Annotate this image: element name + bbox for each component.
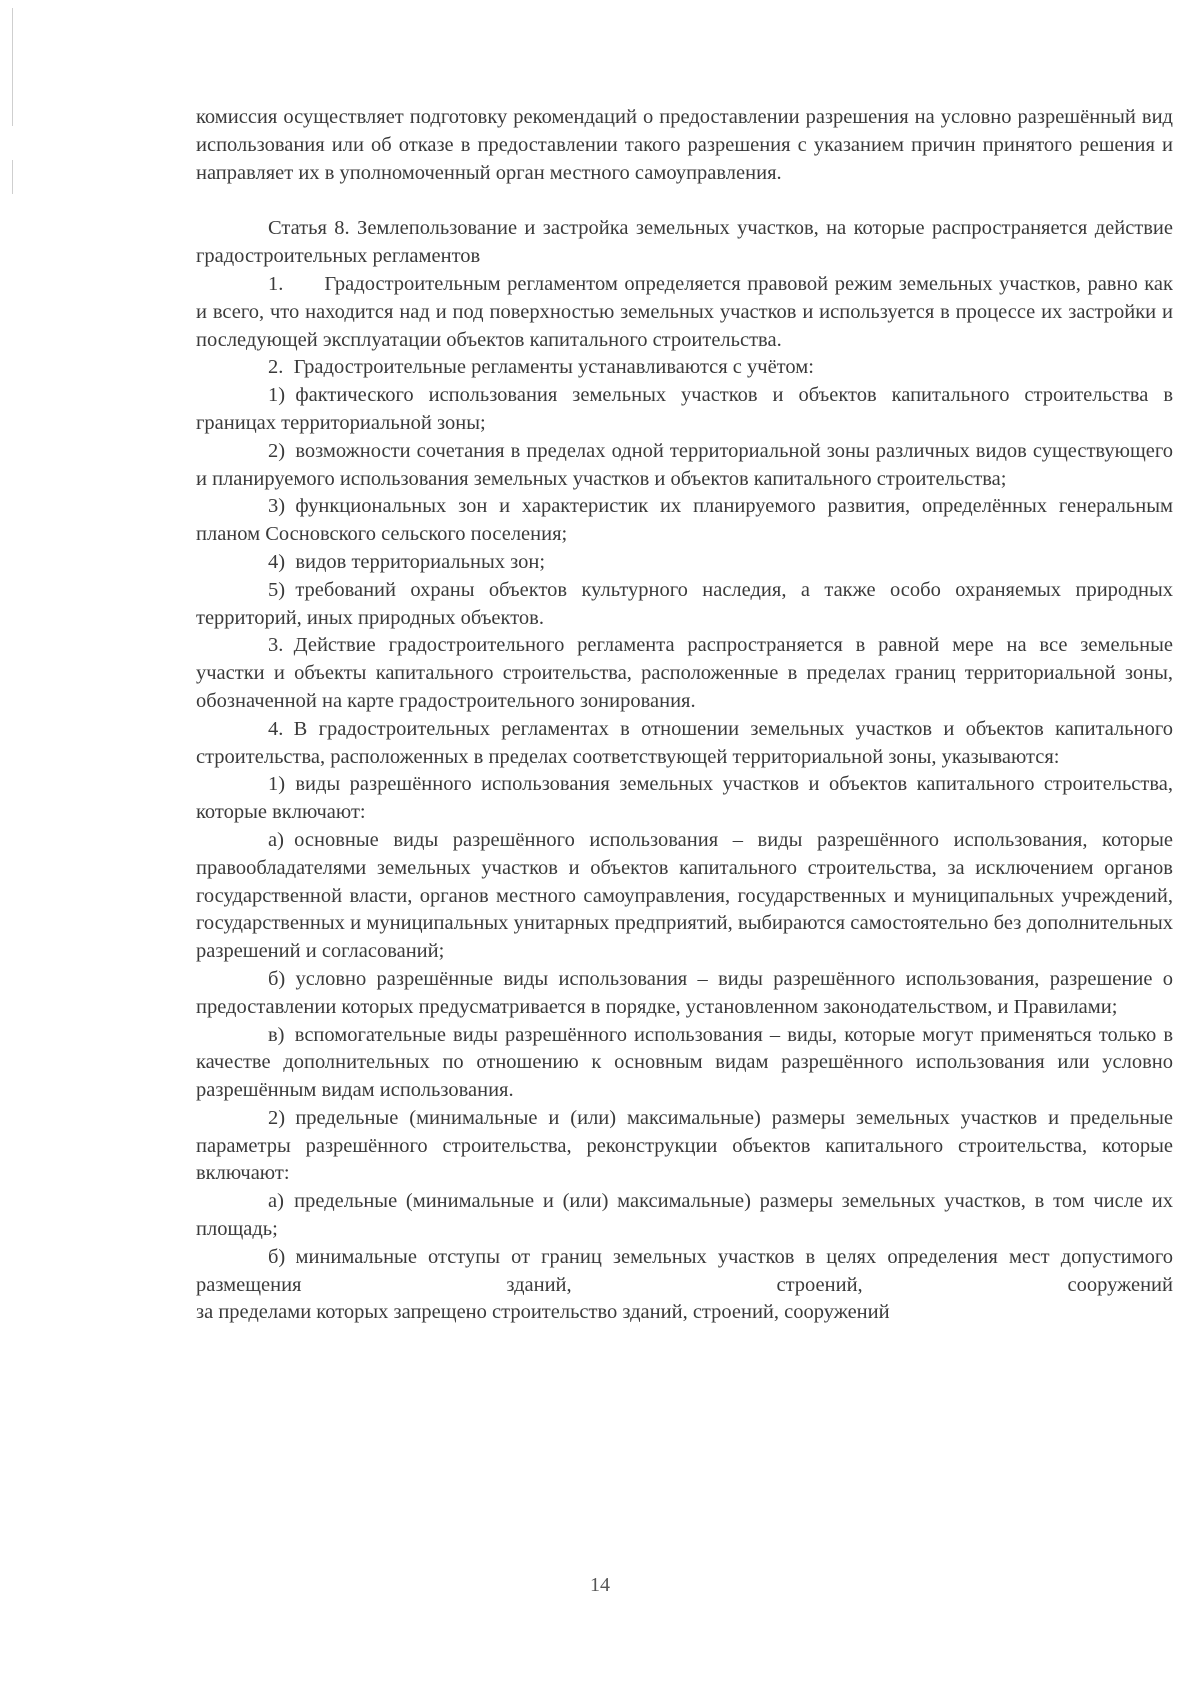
clause-2-item-5: 5) требований охраны объектов культурного наследия, а также особо охраняемых природных территорий, иных природных объектов. xyxy=(196,578,1173,629)
clause-4-item-1-c: в) вспомогательные виды разрешённого использования – виды, которые могут применяться только в качестве дополнительных по отношению к основным видам разрешённого использования или условно разрешённым видам использования. xyxy=(196,1023,1173,1102)
clause-2-item-1: 1) фактического использования земельных участков и объектов капитального строительства в границах территориальной зоны; xyxy=(196,384,1173,434)
clause-4-item-1: 1) виды разрешённого использования земельных участков и объектов капитального строительства, которые включают: xyxy=(196,773,1173,824)
clause-4-item-1-b: б) условно разрешённые виды использования – виды разрешённого использования, разрешение о предоставлении которых предусматривается в порядке, установленном законодательством, и Правилами; xyxy=(196,967,1173,1018)
clause-2-item-3: 3) функциональных зон и характеристик их планируемого развития, определённых генеральным планом Сосновского сельского поселения; xyxy=(196,495,1173,546)
clause-3: 3. Действие градостроительного регламента распространяется в равной мере на все земельные участки и объекты капитального строительства, расположенные в пределах границ территориальной зоны, обозначенной на карте градостроительного зонирования. xyxy=(196,634,1173,712)
clause-1: 1. Градостроительным регламентом определяется правовой режим земельных участков, равно как и всего, что находится над и под поверхностью земельных участков и используется в процессе их застройки и последующей эксплуатации объектов капитального строительства. xyxy=(196,272,1173,351)
scan-edge-mark-middle xyxy=(12,160,13,194)
scan-edge-mark-top xyxy=(12,8,13,126)
clause-4-item-2-b: б) минимальные отступы от границ земельных участков в целях определения мест допустимого размещения зданий, строений, сооружений xyxy=(196,1245,1173,1296)
article-8-heading: Статья 8. Землепользование и застройка земельных участков, на которые распространяется действие градостроительных регламентов xyxy=(196,217,1173,268)
clause-4-item-2: 2) предельные (минимальные и (или) максимальные) размеры земельных участков и предельные параметры разрешённого строительства, реконструкции объектов капитального строительства, которые включают: xyxy=(196,1106,1173,1185)
paragraph-spacer xyxy=(196,187,1173,215)
clause-4-item-1-a: а) основные виды разрешённого использования – виды разрешённого использования, которые правообладателями земельных участков и объектов капитального строительства, за исключением органов государственной власти, органов местного самоуправления, государственных и муниципальных учреждений, государственных и муниципальных унитарных предприятий, выбираются самостоятельно без дополнительных разрешений и согласований; xyxy=(196,828,1173,963)
clause-4-item-2-a: а) предельные (минимальные и (или) максимальные) размеры земельных участков, в том числе их площадь; xyxy=(196,1190,1173,1241)
clause-4-item-2-b-continuation: за пределами которых запрещено строительство зданий, строений, сооружений xyxy=(196,1301,890,1324)
clause-4: 4. В градостроительных регламентах в отношении земельных участков и объектов капитального строительства, расположенных в пределах соответствующей территориальной зоны, указываются: xyxy=(196,717,1173,768)
document-body xyxy=(196,104,1173,1327)
page-number: 14 xyxy=(590,1574,610,1596)
paragraph-continuation: комиссия осуществляет подготовку рекомендаций о предоставлении разрешения на условно разрешённый вид использования или об отказе в предоставлении такого разрешения с указанием причин принятого решения и направляет их в уполномоченный орган местного самоуправления. xyxy=(196,106,1173,184)
clause-2: 2. Градостроительные регламенты устанавливаются с учётом: xyxy=(268,356,814,379)
clause-2-item-2: 2) возможности сочетания в пределах одной территориальной зоны различных видов существующего и планируемого использования земельных участков и объектов капитального строительства; xyxy=(196,439,1173,490)
clause-2-item-4: 4) видов территориальных зон; xyxy=(268,550,546,573)
